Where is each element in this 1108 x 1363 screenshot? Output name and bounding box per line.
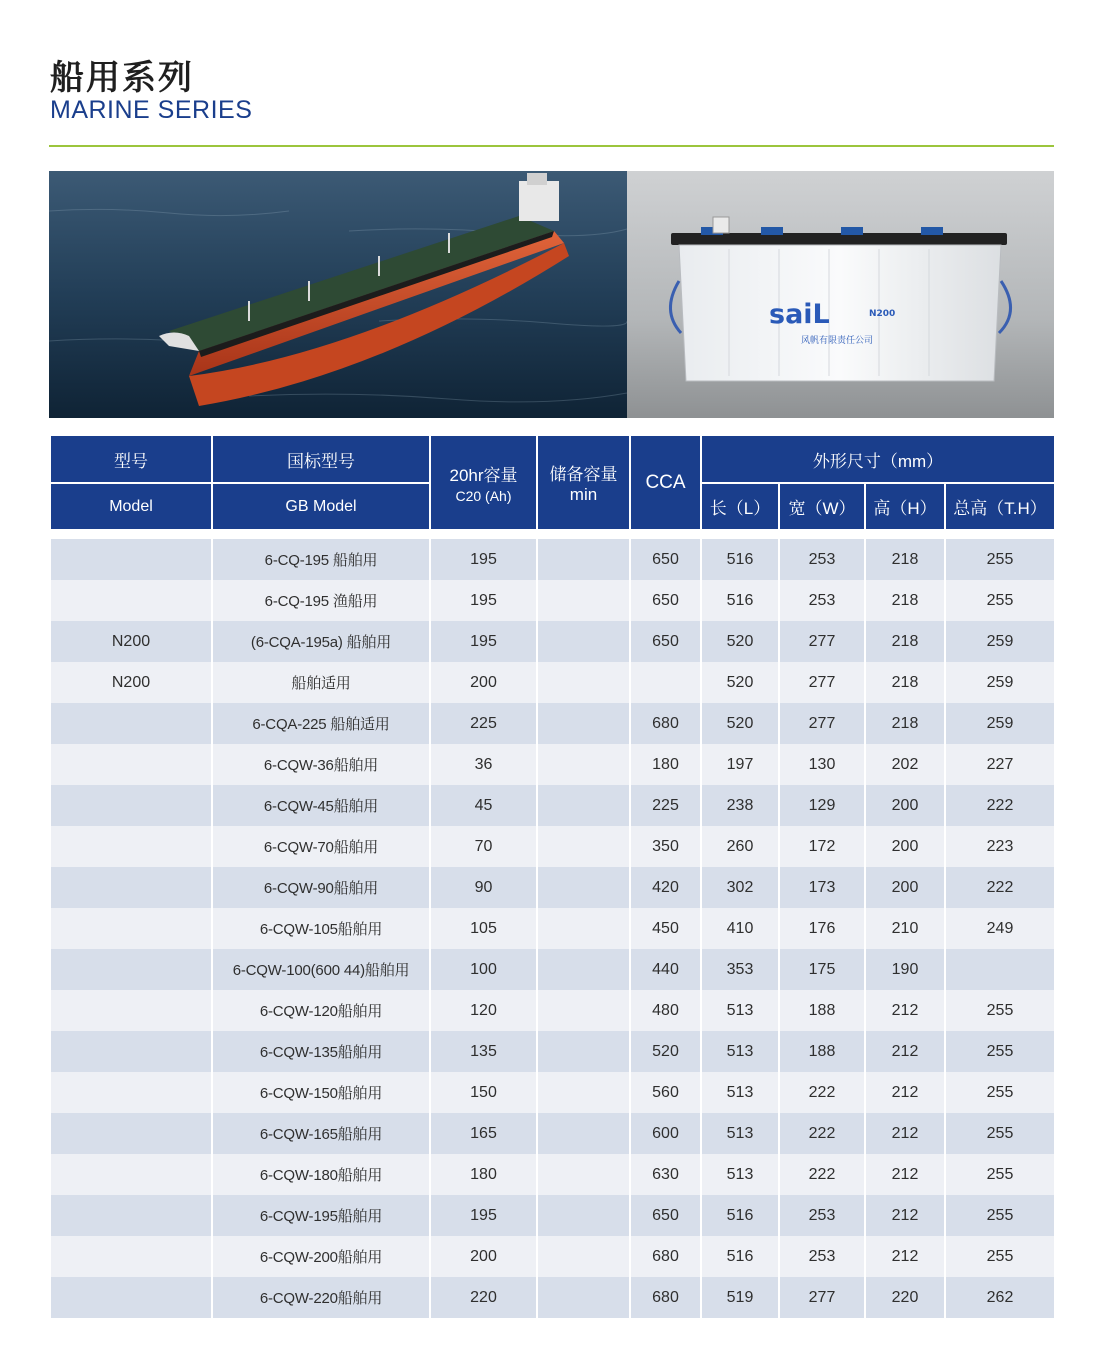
cell-capacity: 120 [430, 990, 537, 1031]
cell-cca: 650 [630, 621, 701, 662]
cell-reserve [537, 1031, 630, 1072]
cell-model [50, 744, 212, 785]
cell-width: 277 [779, 703, 865, 744]
cell-capacity: 45 [430, 785, 537, 826]
cell-length: 516 [701, 1195, 779, 1236]
cell-width: 188 [779, 990, 865, 1031]
cell-cca: 600 [630, 1113, 701, 1154]
header-capacity-sub: C20 (Ah) [455, 488, 512, 504]
cell-width: 222 [779, 1113, 865, 1154]
cell-capacity: 36 [430, 744, 537, 785]
cell-width: 188 [779, 1031, 865, 1072]
cell-model: N200 [50, 621, 212, 662]
cell-height: 200 [865, 867, 945, 908]
cell-total-height: 255 [945, 539, 1055, 580]
cell-width: 172 [779, 826, 865, 867]
cell-height: 212 [865, 1072, 945, 1113]
header-dimensions: 外形尺寸（mm） [701, 436, 1055, 483]
cell-length: 260 [701, 826, 779, 867]
cell-reserve [537, 949, 630, 990]
cell-reserve [537, 1277, 630, 1318]
cell-cca: 650 [630, 580, 701, 621]
table-row [50, 703, 1055, 744]
cell-width: 277 [779, 1277, 865, 1318]
cell-capacity: 195 [430, 621, 537, 662]
cell-length: 238 [701, 785, 779, 826]
cell-total-height: 262 [945, 1277, 1055, 1318]
cell-cca: 225 [630, 785, 701, 826]
cell-capacity: 195 [430, 539, 537, 580]
cell-cca: 350 [630, 826, 701, 867]
cell-height: 212 [865, 1236, 945, 1277]
table-row [50, 867, 1055, 908]
cell-capacity: 200 [430, 1236, 537, 1277]
cell-total-height [945, 949, 1055, 990]
cell-capacity: 90 [430, 867, 537, 908]
cell-height: 218 [865, 580, 945, 621]
cell-width: 277 [779, 662, 865, 703]
cell-total-height: 259 [945, 662, 1055, 703]
cell-height: 212 [865, 1195, 945, 1236]
cell-total-height: 249 [945, 908, 1055, 949]
cell-height: 212 [865, 1154, 945, 1195]
cell-height: 218 [865, 539, 945, 580]
cell-cca: 650 [630, 539, 701, 580]
cell-reserve [537, 908, 630, 949]
hero-illustration [49, 171, 1054, 418]
header-total-height: 总高（T.H） [945, 483, 1055, 530]
cell-gb-model: 6-CQW-90船舶用 [212, 867, 430, 908]
cell-reserve [537, 1195, 630, 1236]
cell-height: 218 [865, 662, 945, 703]
cell-length: 513 [701, 1113, 779, 1154]
table-row [50, 1277, 1055, 1318]
cell-total-height: 255 [945, 1236, 1055, 1277]
cell-gb-model: 6-CQW-70船舶用 [212, 826, 430, 867]
cell-height: 202 [865, 744, 945, 785]
cell-model [50, 1031, 212, 1072]
cell-total-height: 255 [945, 1154, 1055, 1195]
cell-total-height: 255 [945, 1113, 1055, 1154]
cell-capacity: 200 [430, 662, 537, 703]
cell-model [50, 1195, 212, 1236]
cell-length: 302 [701, 867, 779, 908]
cell-model [50, 580, 212, 621]
cell-gb-model: 6-CQW-220船舶用 [212, 1277, 430, 1318]
cell-width: 253 [779, 1236, 865, 1277]
header-reserve-main: 储备容量 [549, 465, 618, 484]
cell-capacity: 195 [430, 1195, 537, 1236]
cell-gb-model: 6-CQW-195船舶用 [212, 1195, 430, 1236]
cell-total-height: 227 [945, 744, 1055, 785]
cell-total-height: 222 [945, 867, 1055, 908]
cell-model [50, 1072, 212, 1113]
header-length: 长（L） [701, 483, 779, 530]
cell-gb-model: 6-CQW-100(600 44)船舶用 [212, 949, 430, 990]
page-title: 船用系列 [50, 58, 194, 98]
cell-height: 190 [865, 949, 945, 990]
cell-length: 410 [701, 908, 779, 949]
cell-length: 520 [701, 662, 779, 703]
cell-capacity: 100 [430, 949, 537, 990]
cell-cca: 560 [630, 1072, 701, 1113]
cell-cca: 630 [630, 1154, 701, 1195]
cell-gb-model: 6-CQW-150船舶用 [212, 1072, 430, 1113]
cell-reserve [537, 826, 630, 867]
cell-capacity: 135 [430, 1031, 537, 1072]
cell-length: 516 [701, 580, 779, 621]
cell-reserve [537, 990, 630, 1031]
cell-length: 516 [701, 1236, 779, 1277]
table-row [50, 1195, 1055, 1236]
cell-length: 520 [701, 703, 779, 744]
header-capacity-main: 20hr容量 [449, 466, 518, 485]
title-divider [49, 145, 1054, 147]
cell-total-height: 255 [945, 580, 1055, 621]
cell-gb-model: 6-CQ-195 渔船用 [212, 580, 430, 621]
cell-gb-model: 6-CQW-120船舶用 [212, 990, 430, 1031]
cell-reserve [537, 1113, 630, 1154]
table-row [50, 1154, 1055, 1195]
cell-model [50, 703, 212, 744]
cell-height: 200 [865, 826, 945, 867]
table-row [50, 580, 1055, 621]
cell-height: 212 [865, 1031, 945, 1072]
cell-gb-model: 船舶适用 [212, 662, 430, 703]
cell-reserve [537, 1154, 630, 1195]
cell-model [50, 826, 212, 867]
table-row [50, 1236, 1055, 1277]
cell-reserve [537, 621, 630, 662]
table-row [50, 826, 1055, 867]
cell-length: 197 [701, 744, 779, 785]
cell-cca: 680 [630, 1277, 701, 1318]
cell-reserve [537, 1236, 630, 1277]
cell-gb-model: 6-CQW-165船舶用 [212, 1113, 430, 1154]
cell-reserve [537, 539, 630, 580]
cell-capacity: 70 [430, 826, 537, 867]
battery-company-text: 风帆有限责任公司 [801, 336, 874, 346]
cell-total-height: 223 [945, 826, 1055, 867]
table-row [50, 990, 1055, 1031]
cell-cca: 180 [630, 744, 701, 785]
header-cca: CCA [630, 436, 701, 530]
header-gb-en: GB Model [212, 483, 430, 530]
table-row [50, 662, 1055, 703]
cell-model [50, 949, 212, 990]
header-height: 高（H） [865, 483, 945, 530]
cell-model [50, 1277, 212, 1318]
cell-cca: 650 [630, 1195, 701, 1236]
cell-width: 277 [779, 621, 865, 662]
table-row [50, 1031, 1055, 1072]
table-row [50, 908, 1055, 949]
cell-total-height: 255 [945, 1195, 1055, 1236]
spec-table [49, 436, 1056, 1318]
cell-model [50, 990, 212, 1031]
battery-icon [670, 217, 1010, 381]
cell-gb-model: 6-CQ-195 船舶用 [212, 539, 430, 580]
header-reserve-sub: min [569, 485, 598, 504]
cell-cca: 520 [630, 1031, 701, 1072]
cell-width: 176 [779, 908, 865, 949]
cell-model [50, 1236, 212, 1277]
cell-total-height: 259 [945, 703, 1055, 744]
cell-width: 173 [779, 867, 865, 908]
cell-model [50, 867, 212, 908]
cell-gb-model: 6-CQW-200船舶用 [212, 1236, 430, 1277]
cell-capacity: 180 [430, 1154, 537, 1195]
cell-width: 175 [779, 949, 865, 990]
cell-gb-model: 6-CQW-180船舶用 [212, 1154, 430, 1195]
cell-reserve [537, 744, 630, 785]
header-gb-cn: 国标型号 [212, 436, 430, 483]
battery-model-text: N200 [869, 309, 896, 319]
cell-height: 218 [865, 703, 945, 744]
cell-gb-model: 6-CQW-135船舶用 [212, 1031, 430, 1072]
cell-length: 353 [701, 949, 779, 990]
cell-model [50, 785, 212, 826]
cell-length: 513 [701, 1154, 779, 1195]
cell-reserve [537, 662, 630, 703]
header-width: 宽（W） [779, 483, 865, 530]
cell-total-height: 222 [945, 785, 1055, 826]
cell-height: 218 [865, 621, 945, 662]
cell-cca: 480 [630, 990, 701, 1031]
cell-width: 130 [779, 744, 865, 785]
cell-cca: 420 [630, 867, 701, 908]
cell-length: 516 [701, 539, 779, 580]
cell-capacity: 220 [430, 1277, 537, 1318]
cell-gb-model: 6-CQW-36船舶用 [212, 744, 430, 785]
table-row [50, 949, 1055, 990]
battery-brand-text: saiL [769, 299, 830, 330]
cell-total-height: 255 [945, 1031, 1055, 1072]
cell-height: 210 [865, 908, 945, 949]
header-capacity [430, 436, 537, 530]
cell-length: 513 [701, 1031, 779, 1072]
cell-length: 519 [701, 1277, 779, 1318]
cell-total-height: 255 [945, 1072, 1055, 1113]
cell-reserve [537, 580, 630, 621]
cell-model [50, 908, 212, 949]
cell-model [50, 539, 212, 580]
cell-gb-model: 6-CQW-105船舶用 [212, 908, 430, 949]
cell-model [50, 1154, 212, 1195]
cell-width: 253 [779, 539, 865, 580]
table-row [50, 744, 1055, 785]
cell-length: 513 [701, 990, 779, 1031]
cell-height: 200 [865, 785, 945, 826]
cell-height: 212 [865, 1113, 945, 1154]
cell-length: 520 [701, 621, 779, 662]
cell-height: 220 [865, 1277, 945, 1318]
header-reserve [537, 436, 630, 530]
cell-gb-model: 6-CQA-225 船舶适用 [212, 703, 430, 744]
cell-cca: 440 [630, 949, 701, 990]
table-row [50, 539, 1055, 580]
cell-width: 129 [779, 785, 865, 826]
cell-gb-model: (6-CQA-195a) 船舶用 [212, 621, 430, 662]
cell-reserve [537, 1072, 630, 1113]
cell-height: 212 [865, 990, 945, 1031]
cell-total-height: 255 [945, 990, 1055, 1031]
cell-capacity: 150 [430, 1072, 537, 1113]
cell-cca: 450 [630, 908, 701, 949]
cell-width: 222 [779, 1072, 865, 1113]
cell-width: 222 [779, 1154, 865, 1195]
cell-capacity: 195 [430, 580, 537, 621]
cell-reserve [537, 703, 630, 744]
cell-reserve [537, 867, 630, 908]
header-model-cn: 型号 [50, 436, 212, 483]
page-subtitle: MARINE SERIES [50, 96, 253, 124]
hero-banner [49, 171, 1054, 418]
cell-capacity: 105 [430, 908, 537, 949]
cell-capacity: 225 [430, 703, 537, 744]
cell-cca [630, 662, 701, 703]
table-row [50, 785, 1055, 826]
cell-capacity: 165 [430, 1113, 537, 1154]
spec-table-body [50, 530, 1055, 1318]
cell-model: N200 [50, 662, 212, 703]
cell-total-height: 259 [945, 621, 1055, 662]
cell-cca: 680 [630, 703, 701, 744]
table-row [50, 1113, 1055, 1154]
table-row [50, 1072, 1055, 1113]
cell-reserve [537, 785, 630, 826]
cell-length: 513 [701, 1072, 779, 1113]
cell-gb-model: 6-CQW-45船舶用 [212, 785, 430, 826]
cell-model [50, 1113, 212, 1154]
cell-width: 253 [779, 1195, 865, 1236]
table-row [50, 621, 1055, 662]
header-model-en: Model [50, 483, 212, 530]
cell-cca: 680 [630, 1236, 701, 1277]
cell-width: 253 [779, 580, 865, 621]
